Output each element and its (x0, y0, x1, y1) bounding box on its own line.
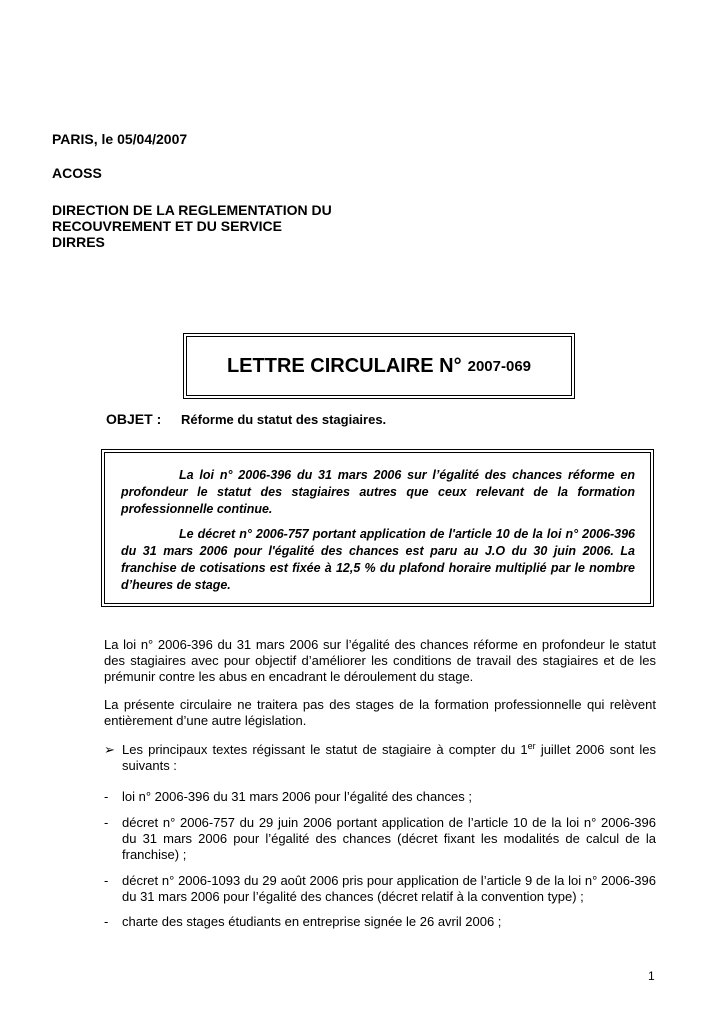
list-item (104, 873, 656, 905)
title-box (186, 336, 572, 396)
summary-paragraph: Le décret n° 2006-757 portant application de l'article 10 de la loi n° 2006-396 du 31 mars 2006 pour l'égalité des chances est paru au J.O du 30 juin 2006. La franchise de cotisations est fixée à 12,5 % du plafond horaire multiplié par le nombre d’heures de stage. (121, 527, 635, 592)
subject-label: OBJET : (106, 411, 162, 427)
body-paragraph: La présente circulaire ne traitera pas des stages de la formation professionnelle qui relèvent entièrement d’une autre législation. (104, 697, 656, 728)
list-item-text: décret n° 2006-757 du 29 juin 2006 portant application de l’article 10 de la loi n° 2006-396 du 31 mars 2006 pour l’égalité des chances (décret fixant les modalités de calcul de la franchise) ; (122, 815, 656, 862)
intro-text-start: Les principaux textes régissant le statut de stagiaire à compter du 1 (122, 742, 528, 757)
direction-line: RECOUVREMENT ET DU SERVICE (52, 218, 282, 234)
page-number: 1 (648, 969, 655, 983)
dash-bullet: - (104, 914, 109, 929)
subject-text: Réforme du statut des stagiaires. (181, 412, 387, 427)
list-item-text: charte des stages étudiants en entreprise signée le 26 avril 2006 ; (122, 914, 502, 929)
organization-name: ACOSS (52, 165, 102, 181)
dash-bullet: - (104, 873, 109, 888)
date-line: PARIS, le 05/04/2007 (52, 131, 188, 147)
summary-box (104, 452, 651, 604)
direction-block (52, 202, 332, 250)
list-item (104, 789, 656, 805)
list-item-text: loi n° 2006-396 du 31 mars 2006 pour l’égalité des chances ; (122, 789, 472, 804)
dash-bullet: - (104, 815, 109, 830)
list-item-text: décret n° 2006-1093 du 29 août 2006 pris pour application de l’article 9 de la loi n° 2006-396 du 31 mars 2006 pour l’égalité des chances (décret relatif à la convention type) ; (122, 873, 656, 904)
list-item (104, 815, 656, 863)
direction-line: DIRECTION DE LA REGLEMENTATION DU (52, 202, 332, 218)
body-paragraph-intro (104, 742, 656, 774)
ordinal-superscript: er (527, 741, 536, 751)
circular-title: LETTRE CIRCULAIRE N° (226, 354, 462, 377)
list-item (104, 914, 656, 930)
body-paragraph: La loi n° 2006-396 du 31 mars 2006 sur l’égalité des chances réforme en profondeur le statut des stagiaires avec pour objectif d’améliorer les conditions de travail des stagiaires et de les prémunir contre les abus en encadrant le déroulement du stage. (104, 637, 656, 684)
arrow-bullet-icon: ➢ (104, 742, 115, 757)
summary-paragraph: La loi n° 2006-396 du 31 mars 2006 sur l’égalité des chances réforme en profondeur le statut des stagiaires autres que ceux relevant de la formation professionnelle continue. (121, 468, 635, 516)
dash-bullet: - (104, 789, 109, 804)
circular-number: 2007-069 (467, 357, 532, 375)
direction-line: DIRRES (52, 234, 105, 250)
intro-text-end: juillet 2006 sont les suivants : (122, 742, 656, 773)
intro-text (122, 742, 656, 774)
